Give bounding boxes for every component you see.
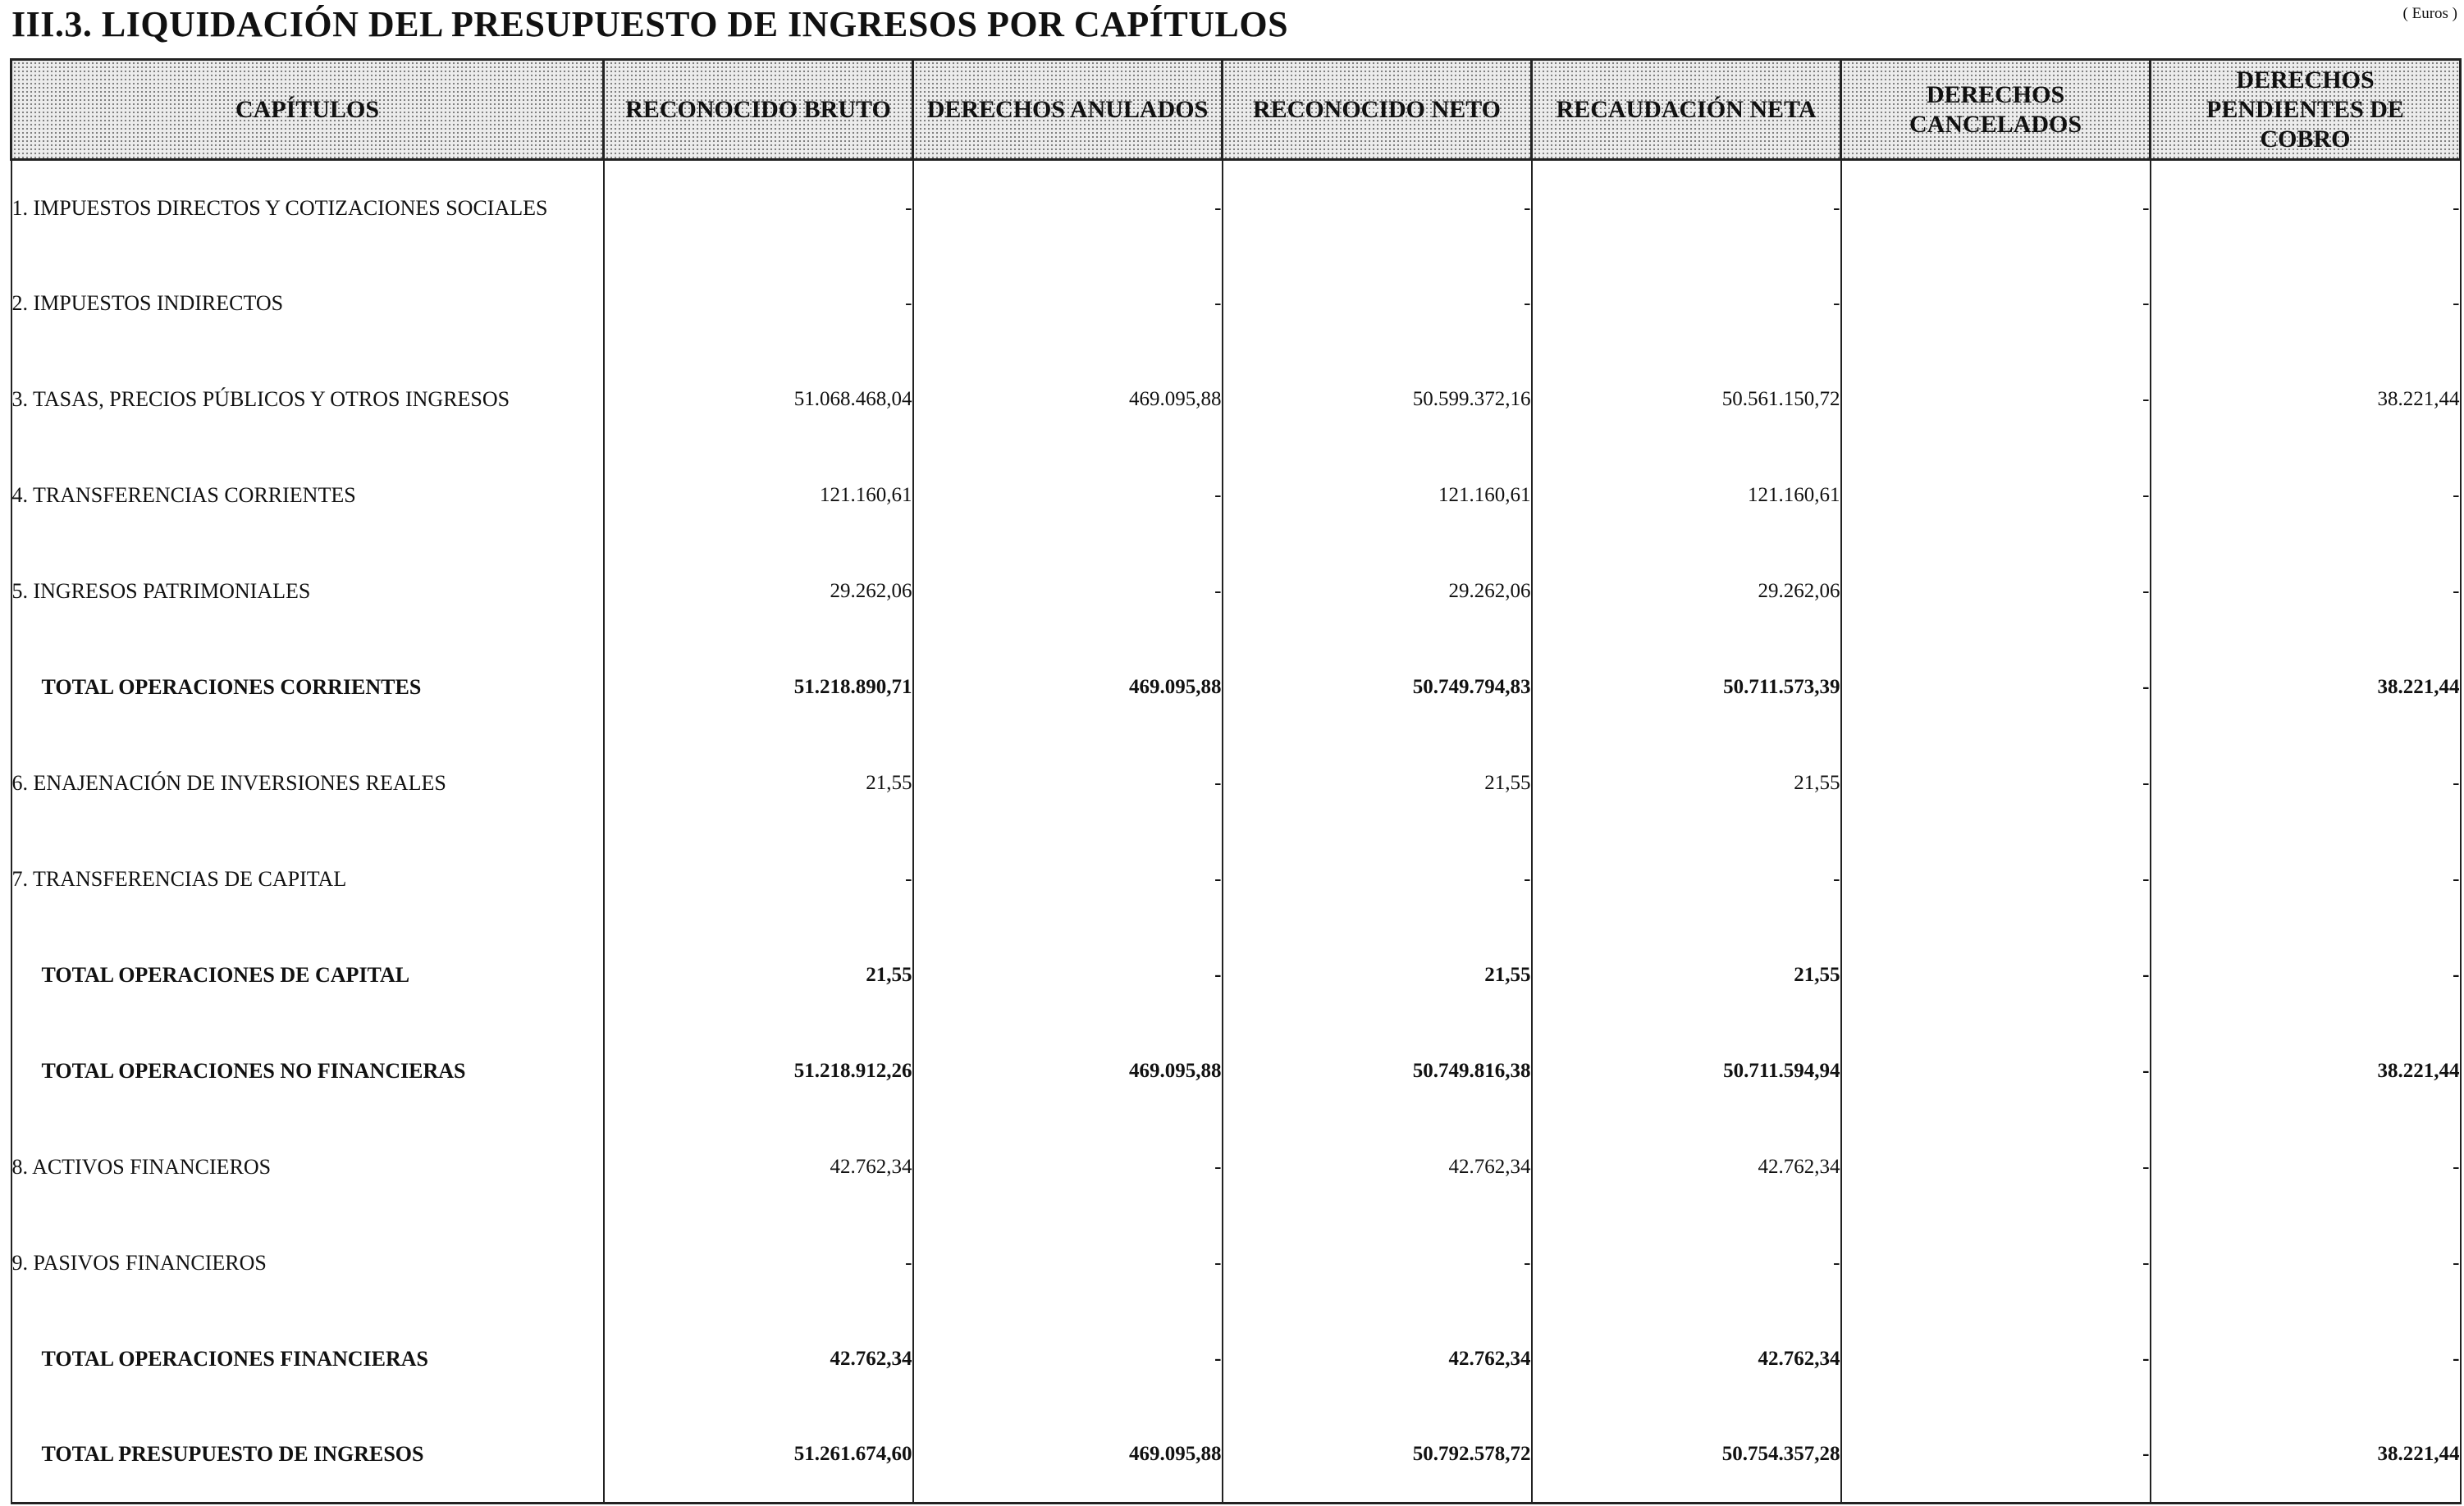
- row-label: 8. ACTIVOS FINANCIEROS: [11, 1120, 604, 1216]
- cell-reconocido-neto: -: [1223, 832, 1532, 928]
- cell-derechos-cancelados: -: [1841, 352, 2151, 448]
- row-label: 3. TASAS, PRECIOS PÚBLICOS Y OTROS INGRESOS: [11, 352, 604, 448]
- cell-recaudacion-neta: -: [1532, 256, 1841, 352]
- cell-derechos-cancelados: -: [1841, 160, 2151, 256]
- cell-derechos-cancelados: -: [1841, 256, 2151, 352]
- cell-derechos-cancelados: -: [1841, 1120, 2151, 1216]
- column-header-derechos-cancelados: DERECHOS CANCELADOS: [1841, 60, 2151, 160]
- cell-reconocido-bruto: 121.160,61: [604, 448, 913, 544]
- cell-derechos-pendientes: -: [2151, 544, 2461, 640]
- row-label: 5. INGRESOS PATRIMONIALES: [11, 544, 604, 640]
- table-total-row: [11, 928, 2461, 1024]
- cell-recaudacion-neta: 50.754.357,28: [1532, 1408, 1841, 1504]
- cell-reconocido-bruto: -: [604, 1216, 913, 1312]
- cell-derechos-anulados: 469.095,88: [913, 352, 1223, 448]
- cell-reconocido-neto: -: [1223, 1216, 1532, 1312]
- cell-reconocido-bruto: 51.218.890,71: [604, 640, 913, 736]
- row-label: 6. ENAJENACIÓN DE INVERSIONES REALES: [11, 736, 604, 832]
- cell-reconocido-neto: 29.262,06: [1223, 544, 1532, 640]
- cell-reconocido-bruto: 21,55: [604, 736, 913, 832]
- cell-recaudacion-neta: 29.262,06: [1532, 544, 1841, 640]
- cell-reconocido-neto: 50.599.372,16: [1223, 352, 1532, 448]
- cell-recaudacion-neta: 50.711.594,94: [1532, 1024, 1841, 1120]
- cell-derechos-anulados: 469.095,88: [913, 1408, 1223, 1504]
- cell-recaudacion-neta: 42.762,34: [1532, 1312, 1841, 1408]
- column-header-capitulos: CAPÍTULOS: [11, 60, 604, 160]
- table-row: [11, 448, 2461, 544]
- cell-reconocido-neto: 50.792.578,72: [1223, 1408, 1532, 1504]
- cell-reconocido-bruto: -: [604, 832, 913, 928]
- cell-derechos-anulados: -: [913, 928, 1223, 1024]
- cell-reconocido-neto: 121.160,61: [1223, 448, 1532, 544]
- cell-derechos-pendientes: -: [2151, 448, 2461, 544]
- cell-reconocido-bruto: 42.762,34: [604, 1120, 913, 1216]
- table-row: [11, 736, 2461, 832]
- cell-reconocido-neto: 21,55: [1223, 928, 1532, 1024]
- cell-reconocido-bruto: 21,55: [604, 928, 913, 1024]
- table-row: [11, 160, 2461, 256]
- cell-recaudacion-neta: -: [1532, 1216, 1841, 1312]
- cell-derechos-cancelados: -: [1841, 1216, 2151, 1312]
- cell-derechos-pendientes: 38.221,44: [2151, 640, 2461, 736]
- cell-recaudacion-neta: 121.160,61: [1532, 448, 1841, 544]
- cell-derechos-anulados: -: [913, 448, 1223, 544]
- page-title: III.3. LIQUIDACIÓN DEL PRESUPUESTO DE INGRESOS POR CAPÍTULOS: [11, 4, 1289, 44]
- column-header-derechos-pendientes: DERECHOS PENDIENTES DE COBRO: [2151, 60, 2461, 160]
- table-header-row: [11, 60, 2461, 160]
- cell-derechos-anulados: 469.095,88: [913, 640, 1223, 736]
- row-label: TOTAL OPERACIONES NO FINANCIERAS: [11, 1024, 604, 1120]
- cell-reconocido-neto: -: [1223, 160, 1532, 256]
- cell-reconocido-bruto: 51.218.912,26: [604, 1024, 913, 1120]
- cell-reconocido-bruto: 29.262,06: [604, 544, 913, 640]
- table-row: [11, 544, 2461, 640]
- table-row: [11, 352, 2461, 448]
- cell-reconocido-bruto: 42.762,34: [604, 1312, 913, 1408]
- cell-derechos-anulados: -: [913, 1216, 1223, 1312]
- cell-derechos-cancelados: -: [1841, 640, 2151, 736]
- cell-reconocido-bruto: 51.261.674,60: [604, 1408, 913, 1504]
- row-label: 9. PASIVOS FINANCIEROS: [11, 1216, 604, 1312]
- table-total-row: [11, 1312, 2461, 1408]
- cell-recaudacion-neta: 21,55: [1532, 928, 1841, 1024]
- cell-recaudacion-neta: 21,55: [1532, 736, 1841, 832]
- cell-derechos-anulados: -: [913, 1120, 1223, 1216]
- cell-derechos-anulados: -: [913, 544, 1223, 640]
- cell-derechos-cancelados: -: [1841, 544, 2151, 640]
- cell-derechos-pendientes: -: [2151, 736, 2461, 832]
- table-row: [11, 256, 2461, 352]
- cell-derechos-pendientes: -: [2151, 1120, 2461, 1216]
- cell-recaudacion-neta: 50.561.150,72: [1532, 352, 1841, 448]
- cell-derechos-anulados: -: [913, 256, 1223, 352]
- cell-derechos-cancelados: -: [1841, 1408, 2151, 1504]
- table-row: [11, 832, 2461, 928]
- cell-derechos-cancelados: -: [1841, 448, 2151, 544]
- cell-derechos-anulados: 469.095,88: [913, 1024, 1223, 1120]
- table-body: [11, 160, 2461, 1504]
- cell-reconocido-neto: -: [1223, 256, 1532, 352]
- row-label: 1. IMPUESTOS DIRECTOS Y COTIZACIONES SOCIALES: [11, 160, 604, 256]
- cell-recaudacion-neta: -: [1532, 160, 1841, 256]
- cell-derechos-pendientes: -: [2151, 160, 2461, 256]
- column-header-recaudacion-neta: RECAUDACIÓN NETA: [1532, 60, 1841, 160]
- cell-derechos-cancelados: -: [1841, 1312, 2151, 1408]
- table-total-row: [11, 1408, 2461, 1504]
- cell-derechos-pendientes: -: [2151, 928, 2461, 1024]
- revenue-budget-table: [10, 58, 2462, 1504]
- cell-derechos-pendientes: -: [2151, 1216, 2461, 1312]
- cell-reconocido-neto: 21,55: [1223, 736, 1532, 832]
- cell-reconocido-neto: 42.762,34: [1223, 1120, 1532, 1216]
- row-label: 4. TRANSFERENCIAS CORRIENTES: [11, 448, 604, 544]
- cell-recaudacion-neta: 42.762,34: [1532, 1120, 1841, 1216]
- row-label: TOTAL PRESUPUESTO DE INGRESOS: [11, 1408, 604, 1504]
- cell-derechos-pendientes: -: [2151, 256, 2461, 352]
- cell-derechos-pendientes: -: [2151, 832, 2461, 928]
- cell-reconocido-bruto: 51.068.468,04: [604, 352, 913, 448]
- column-header-reconocido-neto: RECONOCIDO NETO: [1223, 60, 1532, 160]
- cell-derechos-pendientes: -: [2151, 1312, 2461, 1408]
- row-label: TOTAL OPERACIONES DE CAPITAL: [11, 928, 604, 1024]
- cell-derechos-cancelados: -: [1841, 928, 2151, 1024]
- cell-derechos-anulados: -: [913, 1312, 1223, 1408]
- cell-derechos-pendientes: 38.221,44: [2151, 352, 2461, 448]
- column-header-reconocido-bruto: RECONOCIDO BRUTO: [604, 60, 913, 160]
- row-label: TOTAL OPERACIONES CORRIENTES: [11, 640, 604, 736]
- cell-derechos-pendientes: 38.221,44: [2151, 1024, 2461, 1120]
- cell-derechos-anulados: -: [913, 160, 1223, 256]
- cell-reconocido-bruto: -: [604, 256, 913, 352]
- cell-derechos-cancelados: -: [1841, 832, 2151, 928]
- table-total-row: [11, 1024, 2461, 1120]
- cell-derechos-anulados: -: [913, 832, 1223, 928]
- cell-reconocido-bruto: -: [604, 160, 913, 256]
- cell-reconocido-neto: 42.762,34: [1223, 1312, 1532, 1408]
- cell-reconocido-neto: 50.749.816,38: [1223, 1024, 1532, 1120]
- cell-derechos-pendientes: 38.221,44: [2151, 1408, 2461, 1504]
- table-row: [11, 1120, 2461, 1216]
- column-header-derechos-anulados: DERECHOS ANULADOS: [913, 60, 1223, 160]
- row-label: TOTAL OPERACIONES FINANCIERAS: [11, 1312, 604, 1408]
- cell-derechos-cancelados: -: [1841, 736, 2151, 832]
- cell-recaudacion-neta: -: [1532, 832, 1841, 928]
- table-row: [11, 1216, 2461, 1312]
- cell-derechos-cancelados: -: [1841, 1024, 2151, 1120]
- table-total-row: [11, 640, 2461, 736]
- units-label: ( Euros ): [2402, 5, 2457, 22]
- cell-recaudacion-neta: 50.711.573,39: [1532, 640, 1841, 736]
- cell-derechos-anulados: -: [913, 736, 1223, 832]
- row-label: 7. TRANSFERENCIAS DE CAPITAL: [11, 832, 604, 928]
- row-label: 2. IMPUESTOS INDIRECTOS: [11, 256, 604, 352]
- cell-reconocido-neto: 50.749.794,83: [1223, 640, 1532, 736]
